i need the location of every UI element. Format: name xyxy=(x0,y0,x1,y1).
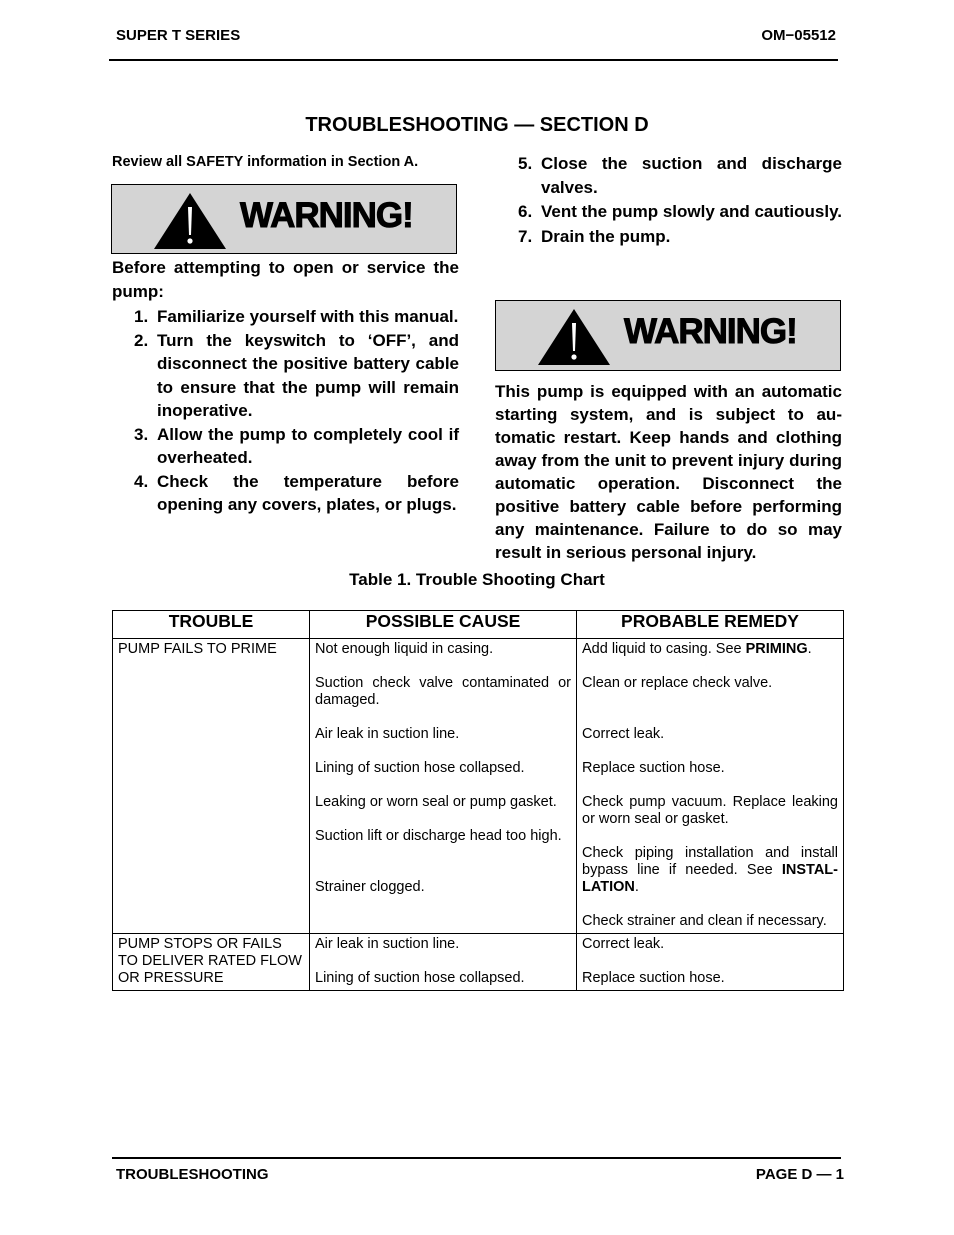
remedy-item: Correct leak. xyxy=(582,936,665,952)
cause-cell xyxy=(310,934,577,991)
page-title: TROUBLESHOOTING — SECTION D xyxy=(305,114,649,136)
procedure-intro: Before attempting to open or service the pump: xyxy=(112,258,459,301)
trouble-cell: PUMP STOPS OR FAILS TO DELIVER RATED FLOW OR PRESSURE xyxy=(113,934,310,991)
right-procedure xyxy=(518,152,842,248)
footer-left: TROUBLESHOOTING xyxy=(116,1166,269,1183)
table-caption: Table 1. Trouble Shooting Chart xyxy=(349,570,605,589)
cause-item: Not enough liquid in casing. xyxy=(315,641,494,657)
header-left: SUPER T SERIES xyxy=(116,27,241,44)
safety-review-note: Review all SAFETY information in Section A. xyxy=(112,154,419,170)
procedure-step: 1. Familiarize yourself with this manual. xyxy=(134,307,459,326)
warning-triangle-icon xyxy=(536,307,612,367)
procedure-step: 7. Drain the pump. xyxy=(518,226,671,246)
procedure-step: 4. Check the temperature before opening any covers, plates, or plugs. xyxy=(134,471,459,514)
procedure-step: 2. Turn the keyswitch to ‘OFF’, and disconnect the positive battery cable to ensure that the pump will remain inoperative. xyxy=(134,330,459,420)
remedy-item: Add liquid to casing. See PRIMING. xyxy=(582,641,812,657)
cause-item: Strainer clogged. xyxy=(315,879,425,895)
table-row xyxy=(113,639,844,934)
trouble-shooting-table xyxy=(112,610,844,991)
procedure-step: 6. Vent the pump slowly and cautiously. xyxy=(518,202,843,221)
warning-triangle-icon xyxy=(152,191,228,251)
footer-rule xyxy=(112,1157,841,1159)
warning-box-left xyxy=(111,184,457,254)
warning-label-right: WARNING! xyxy=(624,312,797,351)
remedy-item: Replace suction hose. xyxy=(582,760,725,776)
cause-item: Air leak in suction line. xyxy=(315,726,460,742)
remedy-item: Check pump vacuum. Replace leaking or worn seal or gasket. xyxy=(582,794,838,827)
remedy-item: Check strainer and clean if necessary. xyxy=(582,913,827,929)
remedy-item: Correct leak. xyxy=(582,726,665,742)
auto-restart-warning-text: This pump is equipped with an automatic starting system, and is subject to automatic restart. Keep hands and clothing away from the unit to prevent injury during automatic operation. Disconnect the positive battery cable before performing any maintenance. Failure to do so may result in serious personal injury. xyxy=(495,382,842,562)
column-header-trouble: TROUBLE xyxy=(113,611,310,639)
header-right: OM−05512 xyxy=(761,27,836,44)
table-row xyxy=(113,934,844,991)
remedy-item: Clean or replace check valve. xyxy=(582,675,773,691)
cause-item: Leaking or worn seal or pump gasket. xyxy=(315,794,557,810)
procedure-step: 5. Close the suction and discharge valves. xyxy=(518,154,842,197)
cause-item: Lining of suction hose collapsed. xyxy=(315,760,525,776)
column-header-cause: POSSIBLE CAUSE xyxy=(310,611,577,639)
left-column xyxy=(112,153,459,171)
left-procedure xyxy=(112,256,459,517)
procedure-steps-left xyxy=(112,305,459,517)
remedy-cell xyxy=(577,639,844,934)
cause-item: Lining of suction hose collapsed. xyxy=(315,970,525,986)
footer-page-number: PAGE D — 1 xyxy=(755,1166,844,1183)
remedy-cell xyxy=(577,934,844,991)
cause-item: Suction check valve contaminated or damaged. xyxy=(315,675,571,708)
warning-label-left: WARNING! xyxy=(240,196,413,235)
trouble-cell: PUMP FAILS TO PRIME xyxy=(113,639,310,934)
remedy-item: Replace suction hose. xyxy=(582,970,725,986)
remedy-item: Check piping installation and install bypass line if needed. See INSTALLATION. xyxy=(582,845,838,895)
cause-item: Suction lift or discharge head too high. xyxy=(315,828,562,844)
column-header-remedy: PROBABLE REMEDY xyxy=(577,611,844,639)
header-rule xyxy=(109,59,838,61)
table-header-row xyxy=(113,611,844,639)
procedure-step: 3. Allow the pump to completely cool if overheated. xyxy=(134,424,459,467)
cause-item: Air leak in suction line. xyxy=(315,936,460,952)
procedure-steps-right xyxy=(518,152,842,248)
cause-cell xyxy=(310,639,577,934)
warning-box-right xyxy=(495,300,841,371)
